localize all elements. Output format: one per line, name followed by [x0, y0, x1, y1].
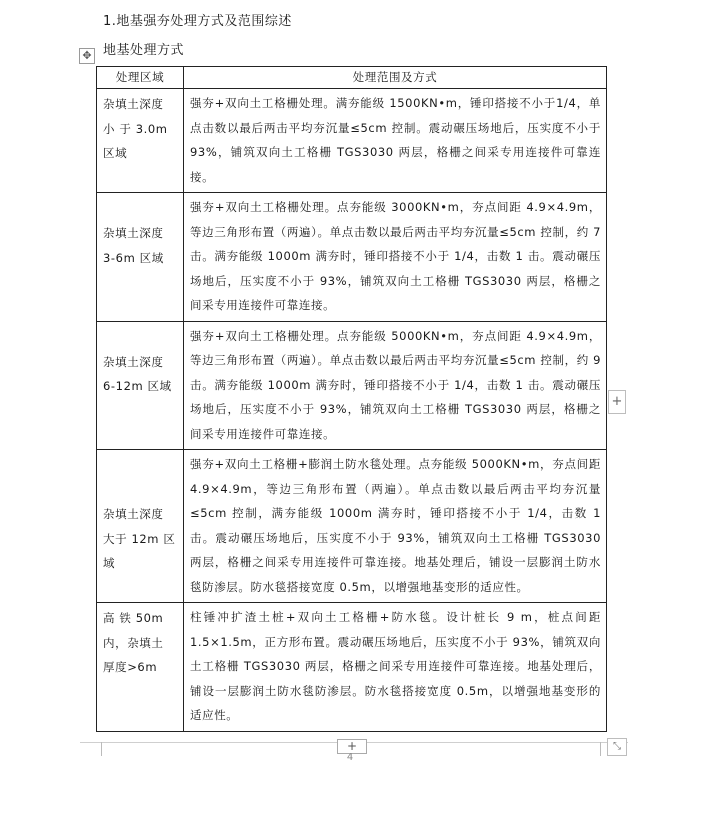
table-caption: 地基处理方式: [103, 43, 185, 58]
region-line: 杂填土深度: [103, 507, 164, 521]
region-line: 高 铁 50m: [103, 611, 164, 625]
region-line: 域: [103, 556, 116, 570]
header-method: 处理范围及方式: [184, 67, 607, 89]
table-header-row: [97, 67, 607, 89]
region-line: 杂填土深度: [103, 354, 164, 369]
table-row: [97, 321, 607, 450]
region-line: 厚度>6m: [103, 660, 158, 674]
page-corner-mark-right: [600, 742, 601, 756]
section-heading: 1.地基强夯处理方式及范围综述: [103, 14, 292, 29]
table-resize-handle-icon[interactable]: ⤡: [607, 738, 627, 756]
header-region: 处理区域: [97, 67, 184, 89]
method-cell[interactable]: 强夯+双向土工格栅处理。点夯能级 5000KN•m，夯点间距 4.9×4.9m，等边三角形布置（两遍）。单点击数以最后两击平均夯沉量≤5cm 控制，约 9 击。满夯能级 1000m 满夯时，锤印搭接不小于 1/4，击数 1 击。震动碾压场地后，压实度不小于 93%，铺筑双向土工格栅 TGS3030 两层，格栅之间采专用连接件可靠连接。: [184, 321, 607, 450]
region-line: 内，杂填土: [103, 635, 164, 650]
region-cell[interactable]: [97, 321, 184, 450]
region-line: 区域: [103, 146, 128, 160]
region-line: 大于 12m 区: [103, 531, 176, 546]
method-cell[interactable]: 柱锤冲扩渣土桩+双向土工格栅+防水毯。设计桩长 9 m，桩点间距 1.5×1.5m，正方形布置。震动碾压场地后，压实度不小于 93%，铺筑双向土工格栅 TGS3030 两层，格栅之间采专用连接件可靠连接。地基处理后，铺设一层膨润土防水毯防渗层。防水毯搭接宽度 0.5m，以增强地基变形的适应性。: [184, 603, 607, 732]
treatment-table: [96, 66, 607, 732]
table-row: [97, 450, 607, 603]
region-line: 6-12m 区域: [103, 379, 172, 393]
table-row: [97, 603, 607, 732]
method-cell[interactable]: 强夯+双向土工格栅处理。点夯能级 3000KN•m，夯点间距 4.9×4.9m，等边三角形布置（两遍）。单点击数以最后两击平均夯沉量≤5cm 控制，约 7 击。满夯能级 1000m 满夯时，锤印搭接不小于 1/4，击数 1 击。震动碾压场地后，压实度不小于 93%，铺筑双向土工格栅 TGS3030 两层，格栅之间采专用连接件可靠连接。: [184, 193, 607, 322]
method-cell[interactable]: 强夯+双向土工格栅+膨润土防水毯处理。点夯能级 5000KN•m，夯点间距 4.9×4.9m，等边三角形布置（两遍）。单点击数以最后两击平均夯沉量≤5cm 控制，满夯能级 1000m 满夯时，锤印搭接不小于 1/4，击数 1 击。震动碾压场地后，压实度不小于 93%，铺筑双向土工格栅 TGS3030 两层，格栅之间采专用连接件可靠连接。地基处理后，铺设一层膨润土防水毯防渗层。防水毯搭接宽度 0.5m，以增强地基变形的适应性。: [184, 450, 607, 603]
region-line: 小 于 3.0m: [103, 121, 168, 136]
add-column-plus-icon[interactable]: +: [608, 390, 626, 414]
page-number: 4: [346, 752, 354, 763]
add-row-plus-icon[interactable]: +: [337, 739, 367, 754]
table-move-handle-icon[interactable]: ✥: [79, 48, 95, 64]
region-line: 杂填土深度: [103, 226, 164, 240]
table-row: [97, 193, 607, 322]
table-row: [97, 89, 607, 193]
method-cell[interactable]: 强夯+双向土工格栅处理。满夯能级 1500KN•m，锤印搭接不小于1/4，单点击数以最后两击平均夯沉量≤5cm 控制。震动碾压场地后，压实度不小于 93%，铺筑双向土工格栅 TGS3030 两层，格栅之间采专用连接件可靠连接。: [184, 89, 607, 193]
region-line: 3-6m 区域: [103, 250, 164, 265]
region-cell[interactable]: [97, 89, 184, 193]
region-line: 杂填土深度: [103, 97, 164, 111]
region-cell[interactable]: [97, 603, 184, 732]
region-cell[interactable]: [97, 450, 184, 603]
page-corner-mark-left: [101, 742, 102, 756]
region-cell[interactable]: [97, 193, 184, 322]
